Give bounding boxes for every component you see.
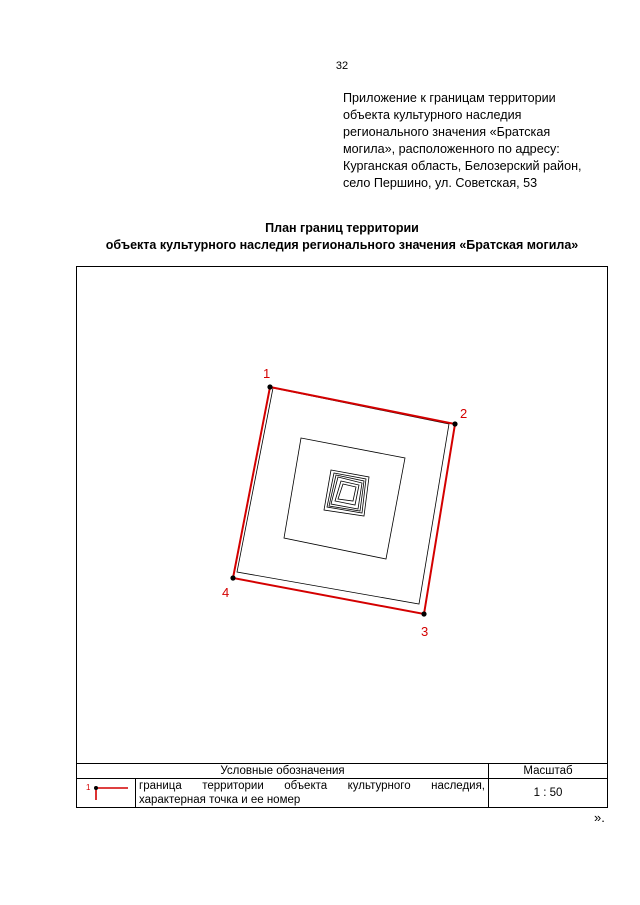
boundary-point-1 [267, 384, 272, 389]
legend-scale-value: 1 : 50 [489, 779, 608, 808]
point-label-4: 4 [222, 585, 230, 600]
legend-table [76, 763, 608, 808]
plan-title-line2: объекта культурного наследия регионального значения «Братская могила» [105, 238, 579, 252]
legend-header-scale: Масштаб [489, 764, 608, 779]
point-label-1: 1 [263, 366, 271, 381]
appendix-line: Приложение к границам территории [343, 91, 556, 105]
page-number: 32 [335, 60, 349, 72]
legend-row [77, 779, 608, 808]
legend-symbol [77, 779, 136, 808]
point-label-3: 3 [421, 624, 429, 639]
legend-header-symbols: Условные обозначения [77, 764, 489, 779]
appendix-line: Курганская область, Белозерский район, [343, 159, 582, 173]
map-frame [76, 266, 608, 764]
site-outline [237, 388, 449, 604]
monument-squares [324, 470, 369, 516]
monument-base [284, 438, 405, 559]
appendix-line: село Першино, ул. Советская, 53 [343, 176, 538, 190]
appendix-line: объекта культурного наследия [343, 108, 522, 122]
appendix-line: могила», расположенного по адресу: [343, 142, 560, 156]
closing-quote-mark: ». [594, 810, 605, 825]
boundary-point-4 [230, 575, 235, 580]
appendix-line: регионального значения «Братская [343, 125, 551, 139]
boundary-line-symbol [80, 780, 132, 804]
plan-title-line1: План границ территории [265, 221, 419, 235]
legend-header-row [77, 764, 608, 779]
appendix-caption [343, 90, 633, 192]
legend-symbol-point-label: 1 [86, 782, 91, 792]
boundary-point-3 [421, 611, 426, 616]
boundary-plan-map [77, 267, 609, 765]
boundary-point-2 [452, 421, 457, 426]
legend-description: граница территории объекта культурного наследия, характерная точка и ее номер [136, 779, 489, 808]
point-label-2: 2 [460, 406, 468, 421]
plan-title [0, 220, 640, 254]
